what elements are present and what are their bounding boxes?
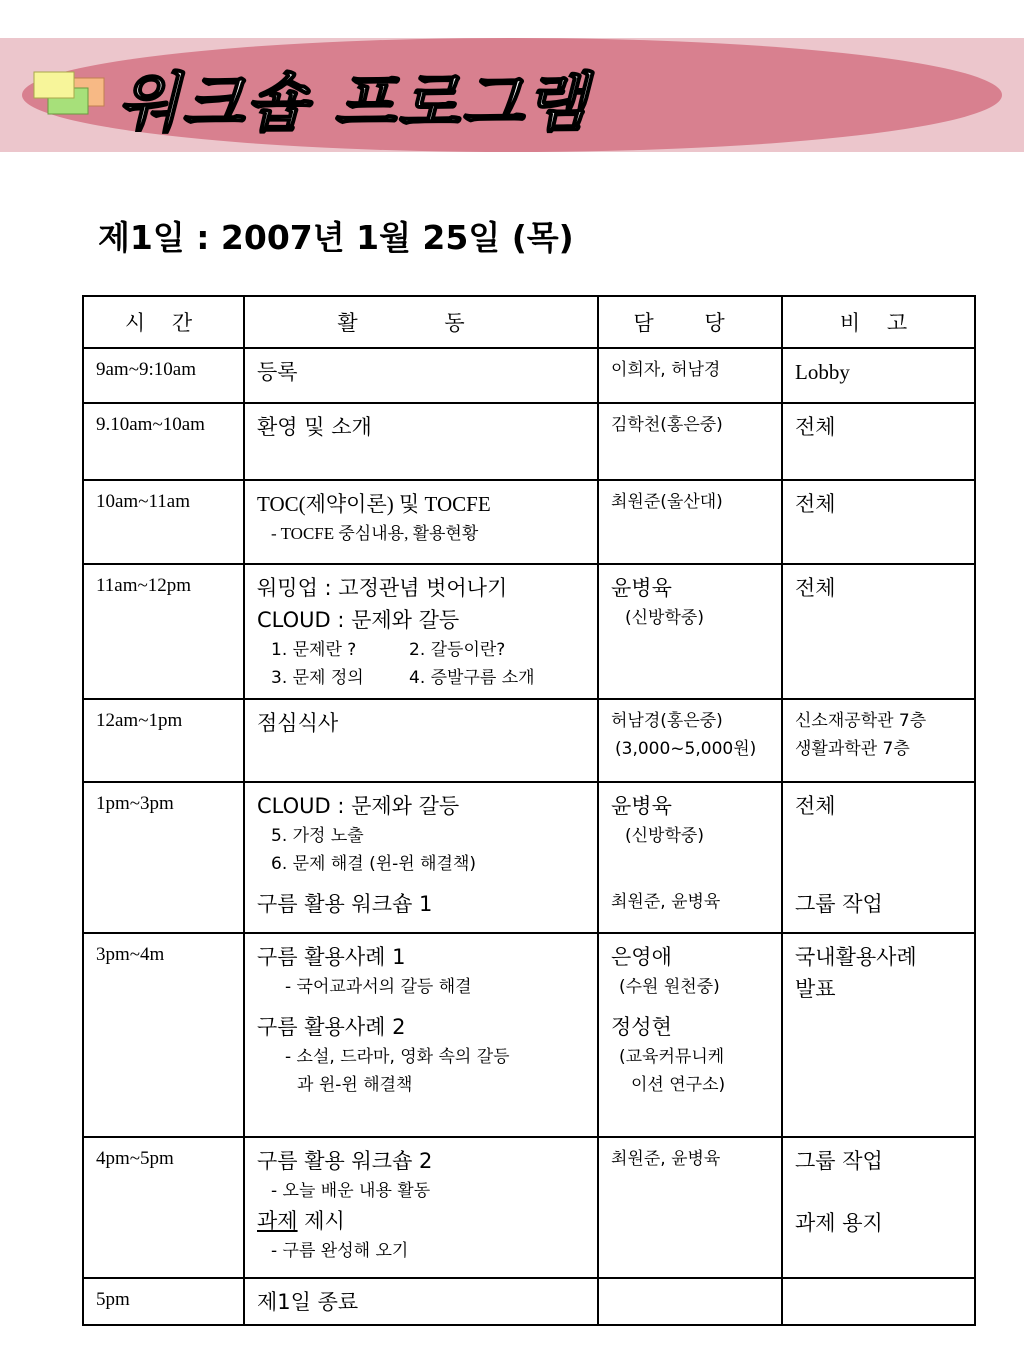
table-row xyxy=(83,403,975,480)
time-cell: 12am~1pm xyxy=(83,699,244,782)
note-cell: 전체 xyxy=(782,480,975,564)
activity-cell: 구름 활용 워크숍 2 - 오늘 배운 내용 활동 과제 제시 - 구름 완성해 오기 xyxy=(244,1137,598,1278)
activity-cell: 점심식사 xyxy=(244,699,598,782)
staff-cell: 은영애 (수원 원천중) 정성현 (교육커뮤니케 이션 연구소) xyxy=(598,933,782,1137)
activity-cell: 구름 활용사례 1 - 국어교과서의 갈등 해결 구름 활용사례 2 - 소설, 드라마, 영화 속의 갈등 과 윈-윈 해결책 xyxy=(244,933,598,1137)
day-heading: 제1일 : 2007년 1월 25일 (목) xyxy=(98,218,574,257)
staff-cell: 윤병육 (신방학중) 최원준, 윤병육 xyxy=(598,782,782,933)
staff-cell: 윤병육 (신방학중) xyxy=(598,564,782,699)
sticky-notes-icon xyxy=(30,68,110,118)
page-title: 워크숍 프로그램 xyxy=(118,67,590,141)
table-row xyxy=(83,1137,975,1278)
note-cell: Lobby xyxy=(782,348,975,403)
note-cell: 전체 xyxy=(782,403,975,480)
activity-cell: 환영 및 소개 xyxy=(244,403,598,480)
time-cell: 4pm~5pm xyxy=(83,1137,244,1278)
schedule-table xyxy=(82,295,976,1326)
note-cell xyxy=(782,1278,975,1325)
time-cell: 10am~11am xyxy=(83,480,244,564)
activity-cell: 등록 xyxy=(244,348,598,403)
column-header-activity: 활 동 xyxy=(244,296,598,348)
staff-cell: 이희자, 허남경 xyxy=(598,348,782,403)
activity-cell: CLOUD : 문제와 갈등 5. 가정 노출 6. 문제 해결 (윈-윈 해결책) 구름 활용 워크숍 1 xyxy=(244,782,598,933)
time-cell: 3pm~4m xyxy=(83,933,244,1137)
table-row xyxy=(83,480,975,564)
column-header-staff: 담 당 xyxy=(598,296,782,348)
staff-cell: 최원준, 윤병육 xyxy=(598,1137,782,1278)
time-cell: 1pm~3pm xyxy=(83,782,244,933)
table-row xyxy=(83,1278,975,1325)
table-row xyxy=(83,348,975,403)
table-row xyxy=(83,699,975,782)
staff-cell: 최원준(울산대) xyxy=(598,480,782,564)
activity-cell: TOC(제약이론) 및 TOCFE - TOCFE 중심내용, 활용현황 xyxy=(244,480,598,564)
column-header-time: 시 간 xyxy=(83,296,244,348)
time-cell: 11am~12pm xyxy=(83,564,244,699)
time-cell: 5pm xyxy=(83,1278,244,1325)
column-header-note: 비 고 xyxy=(782,296,975,348)
activity-cell: 제1일 종료 xyxy=(244,1278,598,1325)
table-row xyxy=(83,564,975,699)
note-cell: 국내활용사례 발표 xyxy=(782,933,975,1137)
staff-cell: 허남경(홍은중) (3,000~5,000원) xyxy=(598,699,782,782)
note-cell: 신소재공학관 7층 생활과학관 7층 xyxy=(782,699,975,782)
note-cell: 전체 xyxy=(782,564,975,699)
note-cell: 전체 그룹 작업 xyxy=(782,782,975,933)
table-row xyxy=(83,782,975,933)
table-row xyxy=(83,933,975,1137)
staff-cell xyxy=(598,1278,782,1325)
activity-cell: 워밍업 : 고정관념 벗어나기 CLOUD : 문제와 갈등 1. 문제란 ? 2. 갈등이란? 3. 문제 정의 4. 증발구름 소개 xyxy=(244,564,598,699)
staff-cell: 김학천(홍은중) xyxy=(598,403,782,480)
note-cell: 그룹 작업 과제 용지 xyxy=(782,1137,975,1278)
time-cell: 9am~9:10am xyxy=(83,348,244,403)
table-header-row xyxy=(83,296,975,348)
time-cell: 9.10am~10am xyxy=(83,403,244,480)
